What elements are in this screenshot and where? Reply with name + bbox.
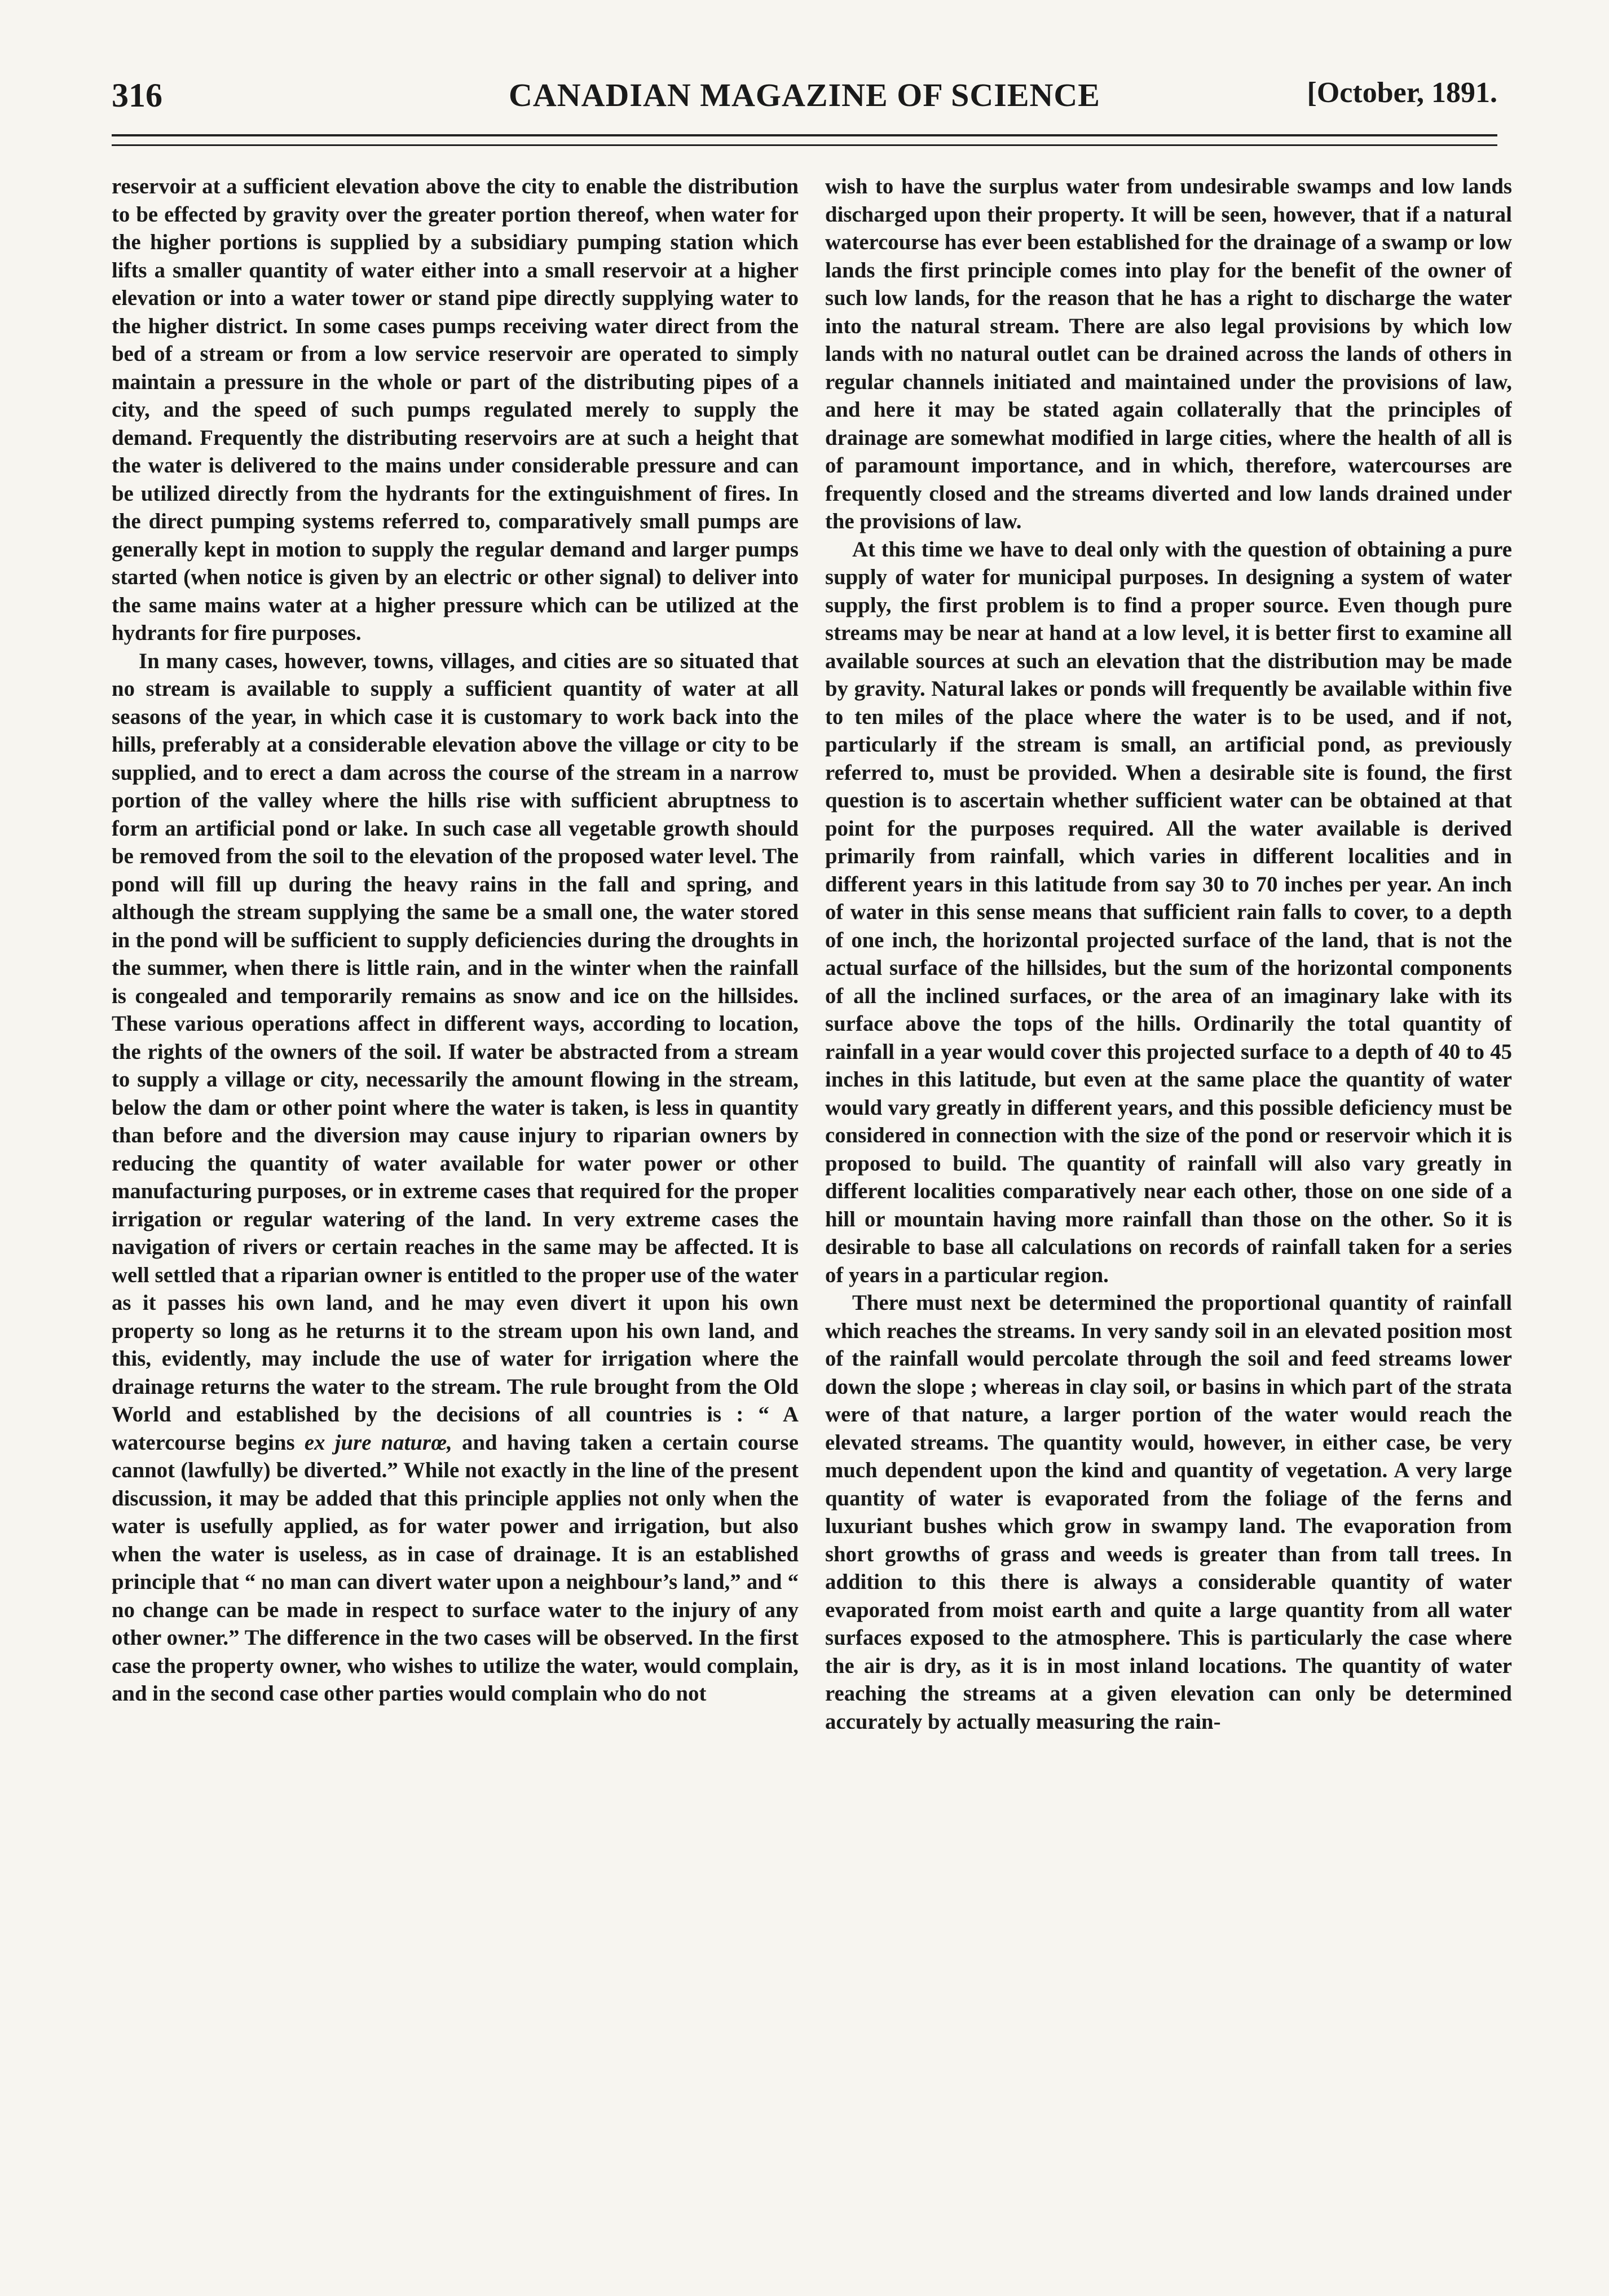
- latin-phrase: ex jure naturœ,: [304, 1430, 452, 1455]
- left-column: [112, 173, 799, 2281]
- header-rule-bottom: [112, 144, 1497, 146]
- magazine-title: CANADIAN MAGAZINE OF SCIENCE: [509, 77, 1100, 113]
- paragraph-text: In many cases, however, towns, villages, and cities are so situated that no stream is available to supply a sufficient quantity of water at all seasons of the year, in which case it is customary to work back into the hills, preferably at a considerable elevation above the village or city to be supplied, and to erect a dam across the course of the stream in a narrow portion of the valley where the hills rise with sufficient abruptness to form an artificial pond or lake. In such case all vegetable growth should be removed from the soil to the elevation of the proposed water level. The pond will fill up during the heavy rains in the fall and spring, and although the stream supplying the same be a small one, the water stored in the pond will be sufficient to supply deficiencies during the droughts in the summer, when there is little rain, and in the winter when the rainfall is congealed and temporarily remains as snow and ice on the hillsides. These various operations affect in different ways, according to location, the rights of the owners of the soil. If water be abstracted from a stream to supply a village or city, necessarily the amount flowing in the stream, below the dam or other point where the water is taken, is less in quantity than before and the diversion may cause injury to riparian owners by reducing the quantity of water available for water power or other manufacturing purposes, or in extreme cases that required for the proper irrigation or regular watering of the land. In very extreme cases the navigation of rivers or certain reaches in the same may be affected. It is well settled that a riparian owner is entitled to the proper use of the water as it passes his own land, and he may even divert it upon his own property so long as he returns it to the stream upon his own land, and this, evidently, may include the use of water for irrigation where the drainage returns the water to the stream. The rule brought from the Old World and established by the decisions of all countries is : “ A watercourse begins: [112, 648, 799, 1455]
- running-header: [112, 76, 1497, 121]
- paragraph: reservoir at a sufficient elevation above the city to enable the distribution to be effected by gravity over the greater portion thereof, when water for the higher portions is supplied by a subsidiary pumping station which lifts a smaller quantity of water either into a small reservoir at a higher elevation or into a water tower or stand pipe directly supplying water to the higher district. In some cases pumps receiving water direct from the bed of a stream or from a low service reservoir are operated to simply maintain a pressure in the whole or part of the distributing pipes of a city, and the speed of such pumps regulated merely to supply the demand. Frequently the distributing reservoirs are at such a height that the water is delivered to the mains under considerable pressure and can be utilized directly from the hydrants for the extinguishment of fires. In the direct pumping systems referred to, comparatively small pumps are generally kept in motion to supply the regular demand and larger pumps started (when notice is given by an electric or other signal) to deliver into the same mains water at a higher pressure which can be utilized at the hydrants for fire purposes.: [112, 174, 799, 645]
- paragraph: There must next be determined the proportional quantity of rainfall which reaches the streams. In very sandy soil in an elevated position most of the rainfall would percolate through the soil and feed streams lower down the slope ; whereas in clay soil, or basins in which part of the strata were of that nature, a larger portion of the water would reach the elevated streams. The quantity would, however, in either case, be very much dependent upon the kind and quantity of vegetation. A very large quantity of water is evaporated from the foliage of the ferns and luxuriant bushes which grow in swampy land. The evaporation from short growths of grass and weeds is greater than from tall trees. In addition to this there is always a considerable quantity of water evaporated from moist earth and quite a large quantity from all water surfaces exposed to the atmosphere. This is particularly the case where the air is dry, as it is in most inland locations. The quantity of water reaching the streams at a given elevation can only be determined accurately by actually measuring the rain-: [825, 1291, 1512, 1734]
- page-number: 316: [112, 77, 162, 114]
- paragraph: wish to have the surplus water from undesirable swamps and low lands discharged upon their property. It will be seen, however, that if a natural watercourse has ever been established for the drainage of a swamp or low lands the first principle comes into play for the benefit of the owner of such low lands, for the reason that he has a right to discharge the water into the natural stream. There are also legal provisions by which low lands with no natural outlet can be drained across the lands of others in regular channels initiated and maintained under the provisions of law, and here it may be stated again collaterally that the principles of drainage are somewhat modified in large cities, where the health of all is of paramount importance, and in which, therefore, watercourses are frequently closed and the streams diverted and low lands drained under the provisions of law.: [825, 174, 1512, 533]
- right-column: [825, 173, 1512, 2281]
- paragraph: At this time we have to deal only with the question of obtaining a pure supply of water for municipal purposes. In designing a system of water supply, the first problem is to find a proper source. Even though pure streams may be near at hand at a low level, it is better first to examine all available sources at such an elevation that the distribution may be made by gravity. Natural lakes or ponds will frequently be available within five to ten miles of the place where the water is to be used, and if not, particularly if the stream is small, an artificial pond, as previously referred to, must be provided. When a desirable site is found, the first question is to ascertain whether sufficient water can be obtained at that point for the purposes required. All the water available is derived primarily from rainfall, which varies in different localities and in different years in this latitude from say 30 to 70 inches per year. An inch of water in this sense means that sufficient rain falls to cover, to a depth of one inch, the horizontal projected surface of the land, that is not the actual surface of the hillsides, but the sum of the horizontal components of all the inclined surfaces, or the area of an imaginary lake with its surface above the tops of the hills. Ordinarily the total quantity of rainfall in a year would cover this projected surface to a depth of 40 to 45 inches in this latitude, but even at the same place the quantity of water would vary greatly in different years, and this possible deficiency must be considered in connection with the size of the pond or reservoir which it is proposed to build. The quantity of rainfall will also vary greatly in different localities comparatively near each other, those on one side of a hill or mountain having more rainfall than those on the other. So it is desirable to base all calculations on records of rainfall taken for a series of years in a particular region.: [825, 537, 1512, 1287]
- header-rule-top: [112, 134, 1497, 136]
- paragraph-text: and having taken a certain course cannot (lawfully) be diverted.” While not exactly in the line of the present discussion, it may be added that this principle applies not only when the water is usefully applied, as for water power and irrigation, but also when the water is useless, as in case of drainage. It is an established principle that “ no man can divert water upon a neighbour’s land,” and “ no change can be made in respect to surface water to the injury of any other owner.” The difference in the two cases will be observed. In the first case the property owner, who wishes to utilize the water, would complain, and in the second case other parties would complain who do not: [112, 1430, 799, 1706]
- paragraph: [112, 647, 799, 1708]
- issue-date: [October, 1891.: [1307, 77, 1497, 109]
